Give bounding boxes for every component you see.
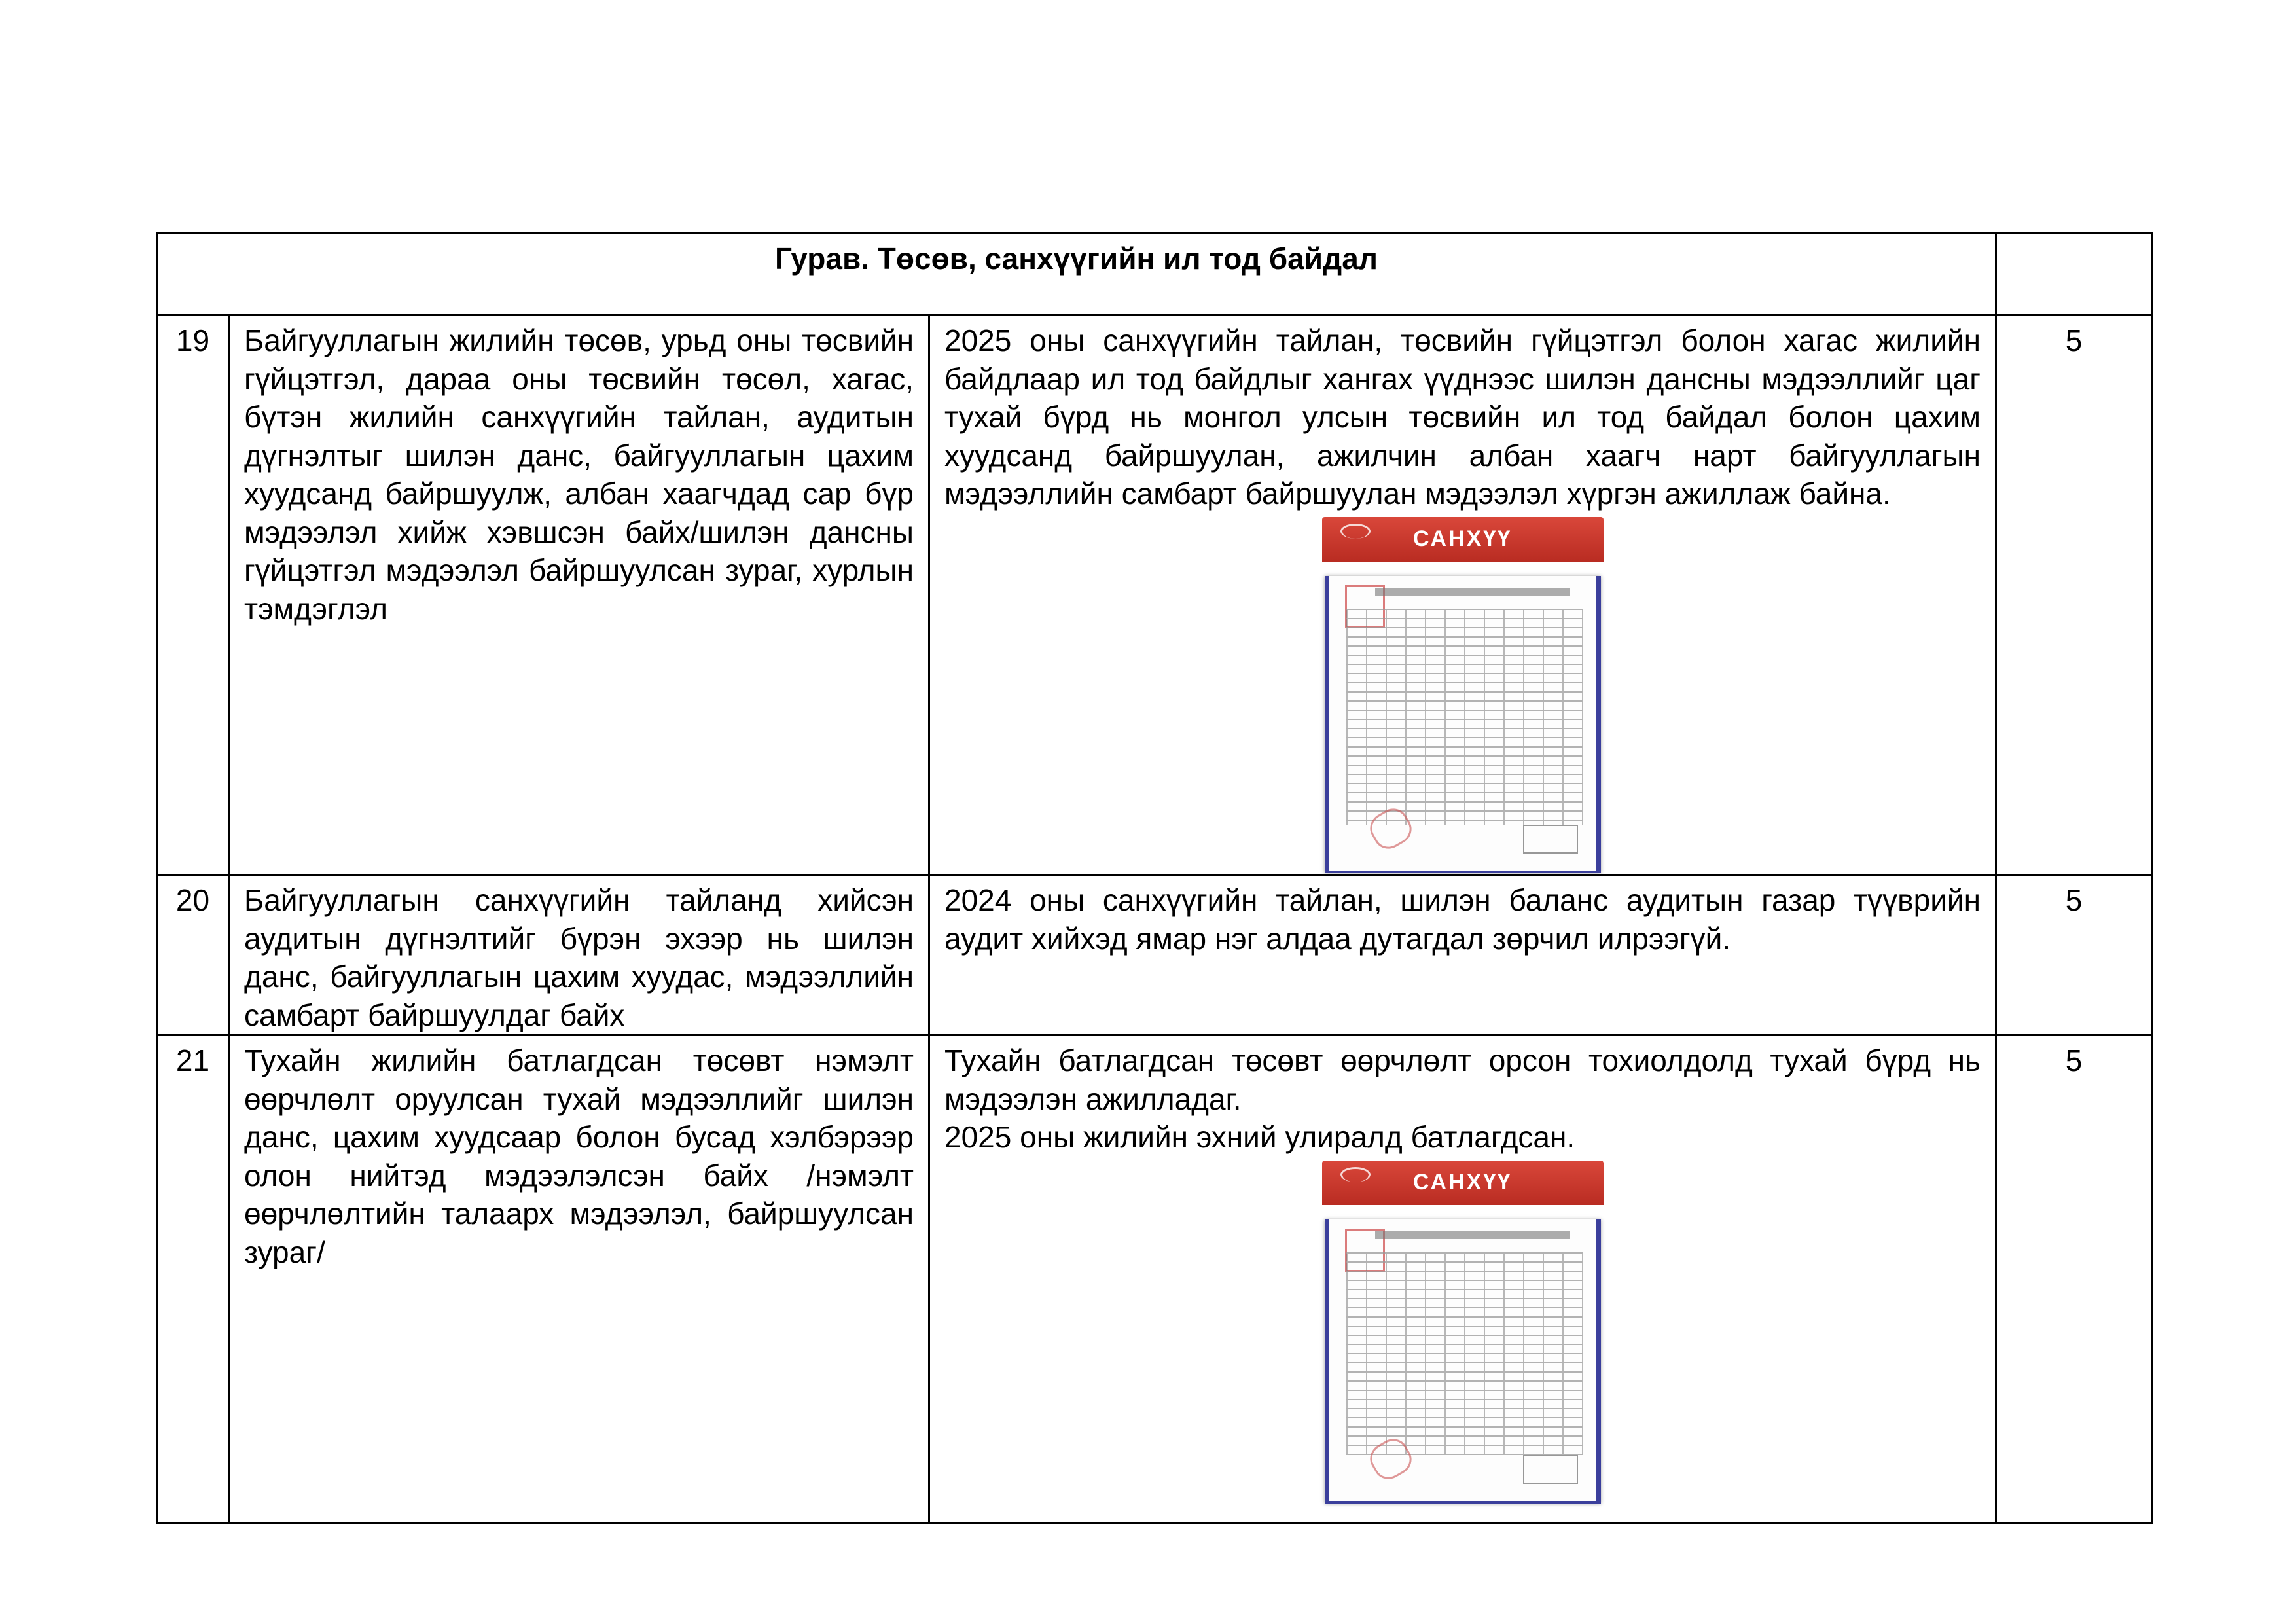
table-row xyxy=(157,875,2152,1036)
banner-label: САНХҮҮ xyxy=(1412,526,1513,552)
evidence-text: 2025 оны санхүүгийн тайлан, төсвийн гүйцэтгэл болон хагас жилийн байдлаар ил тод байдлыг хангах үүднээс шилэн дансны мэдээллийг цаг тухай бүрд нь монгол улсын төсвийн ил тод байдал болон цахим хуудсанд байршуулан, ажилчин албан хаагч нарт байгууллагын мэдээллийн самбарт байршуулан мэдээлэл хүргэн ажиллаж байна. xyxy=(944,323,1981,511)
evidence-text: Тухайн батлагдсан төсөвт өөрчлөлт орсон тохиолдолд тухай бүрд нь мэдээлэн ажилладаг. xyxy=(944,1043,1981,1116)
row-number: 21 xyxy=(157,1036,229,1523)
table-row xyxy=(157,316,2152,875)
finance-banner xyxy=(1322,517,1604,562)
evaluation-table xyxy=(156,232,2153,1524)
table-row xyxy=(157,1036,2152,1523)
section-header-row xyxy=(157,234,2152,316)
finance-board-photo xyxy=(1322,517,1604,873)
criterion-text: Байгууллагын санхүүгийн тайланд хийсэн аудитын дүгнэлтийг бүрэн эхээр нь шилэн данс, байгууллагын цахим хуудас, мэдээллийн самбарт байршуулдаг байх xyxy=(229,875,929,1036)
row-number: 19 xyxy=(157,316,229,875)
score-cell: 5 xyxy=(1996,875,2152,1036)
report-sheet-image xyxy=(1325,576,1601,873)
banner-label: САНХҮҮ xyxy=(1412,1170,1513,1195)
finance-board-photo xyxy=(1322,1161,1604,1504)
evidence-text: 2024 оны санхүүгийн тайлан, шилэн баланс аудитын газар түүврийн аудит хийхэд ямар нэг алдаа дутагдал зөрчил илрээгүй. xyxy=(944,883,1981,956)
report-sheet-image xyxy=(1325,1219,1601,1504)
evidence-cell xyxy=(929,1036,1996,1523)
score-cell: 5 xyxy=(1996,1036,2152,1523)
evidence-text: 2025 оны жилийн эхний улиралд батлагдсан. xyxy=(944,1120,1575,1154)
criterion-text: Тухайн жилийн батлагдсан төсөвт нэмэлт өөрчлөлт оруулсан тухай мэдээллийг шилэн данс, цахим хуудсаар болон бусад хэлбэрээр олон нийтэд мэдээлэлсэн байх /нэмэлт өөрчлөлтийн талаарх мэдээлэл, байршуулсан зураг/ xyxy=(229,1036,929,1523)
finance-banner xyxy=(1322,1161,1604,1205)
evidence-cell xyxy=(929,875,1996,1036)
section-score-cell xyxy=(1996,234,2152,316)
section-title: Гурав. Төсөв, санхүүгийн ил тод байдал xyxy=(157,234,1996,316)
criterion-text: Байгууллагын жилийн төсөв, урьд оны төсвийн гүйцэтгэл, дараа оны төсвийн төсөл, хагас, бүтэн жилийн санхүүгийн тайлан, аудитын дүгнэлтыг шилэн данс, байгууллагын цахим хуудсанд байршуулж, албан хаагчдад сар бүр мэдээлэл хийж хэвшсэн байх/шилэн дансны гүйцэтгэл мэдээлэл байршуулсан зураг, хурлын тэмдэглэл xyxy=(229,316,929,875)
row-number: 20 xyxy=(157,875,229,1036)
score-cell: 5 xyxy=(1996,316,2152,875)
evidence-cell xyxy=(929,316,1996,875)
